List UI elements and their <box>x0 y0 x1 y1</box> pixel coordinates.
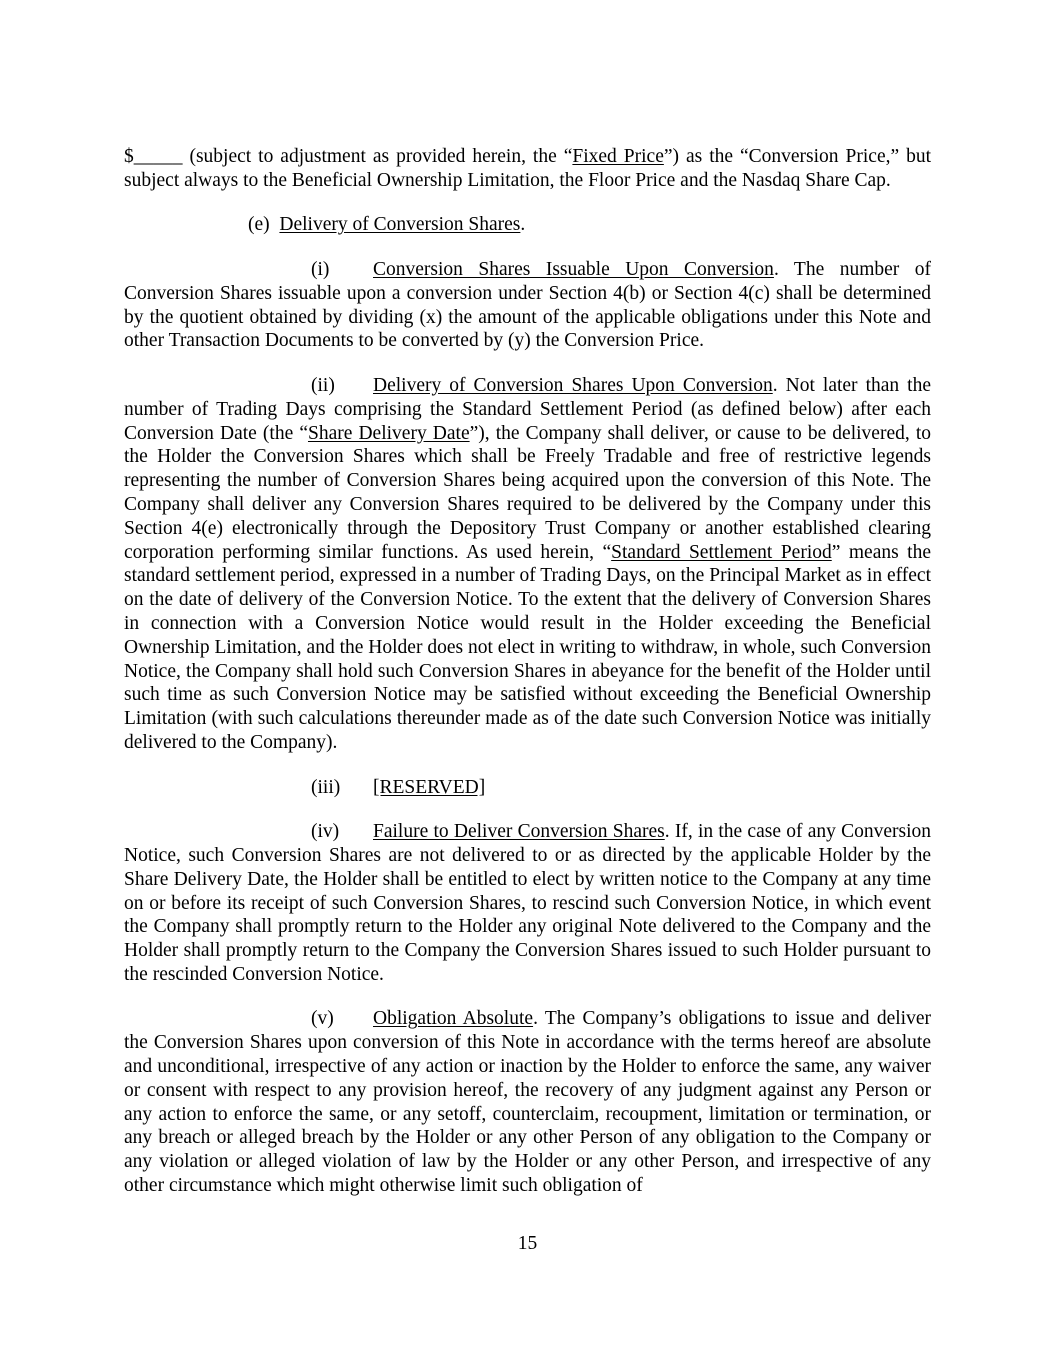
item-i-body: . The number of Conversion Shares issuable upon a conversion under Section 4(b) or Section 4(c) shall be determined by the quotient obtained by dividing (x) the amount of the applicable obligations under this Note and other Transaction Documents to be converted by (y) the Conversion Price. <box>124 258 931 352</box>
item-v-body: . The Company’s obligations to issue and deliver the Conversion Shares upon conversion of this Note in accordance with the terms hereof are absolute and unconditional, irrespective of any action or inaction by the Holder to enforce the same, any waiver or consent with respect to any provision hereof, the recovery of any judgment against any Person or any action to enforce the same, or any setoff, counterclaim, recoupment, limitation or termination, or any breach or alleged breach by the Holder or any other Person of any obligation to the Company or any violation or alleged violation of law by the Holder or any other Person, and irrespective of any other circumstance which might otherwise limit such obligation of <box>124 1008 931 1197</box>
paragraph-iii <box>124 776 931 800</box>
item-ii-body-part-2: ”), the Company shall deliver, or cause to be delivered, to the Holder the Conversion Shares which shall be Freely Tradable and free of restrictive legends representing the number of Conversion Shares being acquired upon the conversion of this Note. The Company shall deliver any Conversion Shares required to be delivered by the Company under this Section 4(e) electronically through the Depository Trust Company or another established clearing corporation performing similar functions. As used herein, “ <box>124 422 931 563</box>
paragraph-ii <box>124 374 931 755</box>
standard-settlement-period-term: Standard Settlement Period <box>611 541 832 563</box>
item-iv-body: . If, in the case of any Conversion Notice, such Conversion Shares are not delivered to or as directed by the applicable Holder by the Share Delivery Date, the Holder shall be entitled to elect by written notice to the Company at any time on or before its receipt of such Conversion Shares, to rescind such Conversion Notice, in which event the Company shall promptly return to the Holder any original Note delivered to the Company and the Holder shall promptly return to the Company the Conversion Shares issued to such Holder pursuant to the rescinded Conversion Notice. <box>124 821 931 985</box>
paragraph-v <box>124 1007 931 1197</box>
paragraph-iv <box>124 820 931 987</box>
section-e-title-end: . <box>520 214 526 236</box>
section-e-heading <box>124 213 931 237</box>
share-delivery-date-term: Share Delivery Date <box>307 422 470 444</box>
item-v-title: Obligation Absolute <box>373 1008 534 1030</box>
item-i-title: Conversion Shares Issuable Upon Conversion <box>373 258 774 280</box>
item-i-number: (i) <box>311 258 330 280</box>
item-ii-body-part-1: . Not later than the number of Trading Days comprising the Standard Settlement Period (as defined below) after each Conversion Date (the “ <box>124 374 931 444</box>
intro-prefix: $_____ (subject to adjustment as provided herein, the “ <box>124 146 573 167</box>
item-ii-body-part-3: ” means the standard settlement period, expressed in a number of Trading Days, on the Principal Market as in effect on the date of delivery of the Conversion Notice. To the extent that the delivery of Conversion Shares in connection with a Conversion Notice would result in the Holder exceeding the Beneficial Ownership Limitation, and the Holder does not elect in writing to withdraw, in whole, such Conversion Notice, the Company shall hold such Conversion Shares in abeyance for the benefit of the Holder until such time as such Conversion Notice may be satisfied without exceeding the Beneficial Ownership Limitation (with such calculations thereunder made as of the date such Conversion Notice was initially delivered to the Company). <box>124 541 931 753</box>
fixed-price-term: Fixed Price <box>572 146 664 167</box>
item-iv-title: Failure to Deliver Conversion Shares <box>373 821 665 843</box>
item-iii-number: (iii) <box>311 776 341 798</box>
paragraph-i <box>124 258 931 353</box>
item-ii-title: Delivery of Conversion Shares Upon Conversion <box>373 374 773 396</box>
section-e-title: Delivery of Conversion Shares <box>279 214 521 236</box>
intro-paragraph <box>124 145 931 193</box>
page-number: 15 <box>517 1233 538 1254</box>
item-v-number: (v) <box>311 1008 334 1030</box>
item-iv-number: (iv) <box>311 821 340 843</box>
item-iii-title: [RESERVED] <box>373 776 486 798</box>
section-e-number: (e) <box>248 214 270 236</box>
document-page <box>124 145 931 1219</box>
intro-suffix: ”) as the “Conversion Price,” but subject always to the Beneficial Ownership Limitation, the Floor Price and the Nasdaq Share Cap. <box>124 146 932 191</box>
item-ii-number: (ii) <box>311 374 335 396</box>
